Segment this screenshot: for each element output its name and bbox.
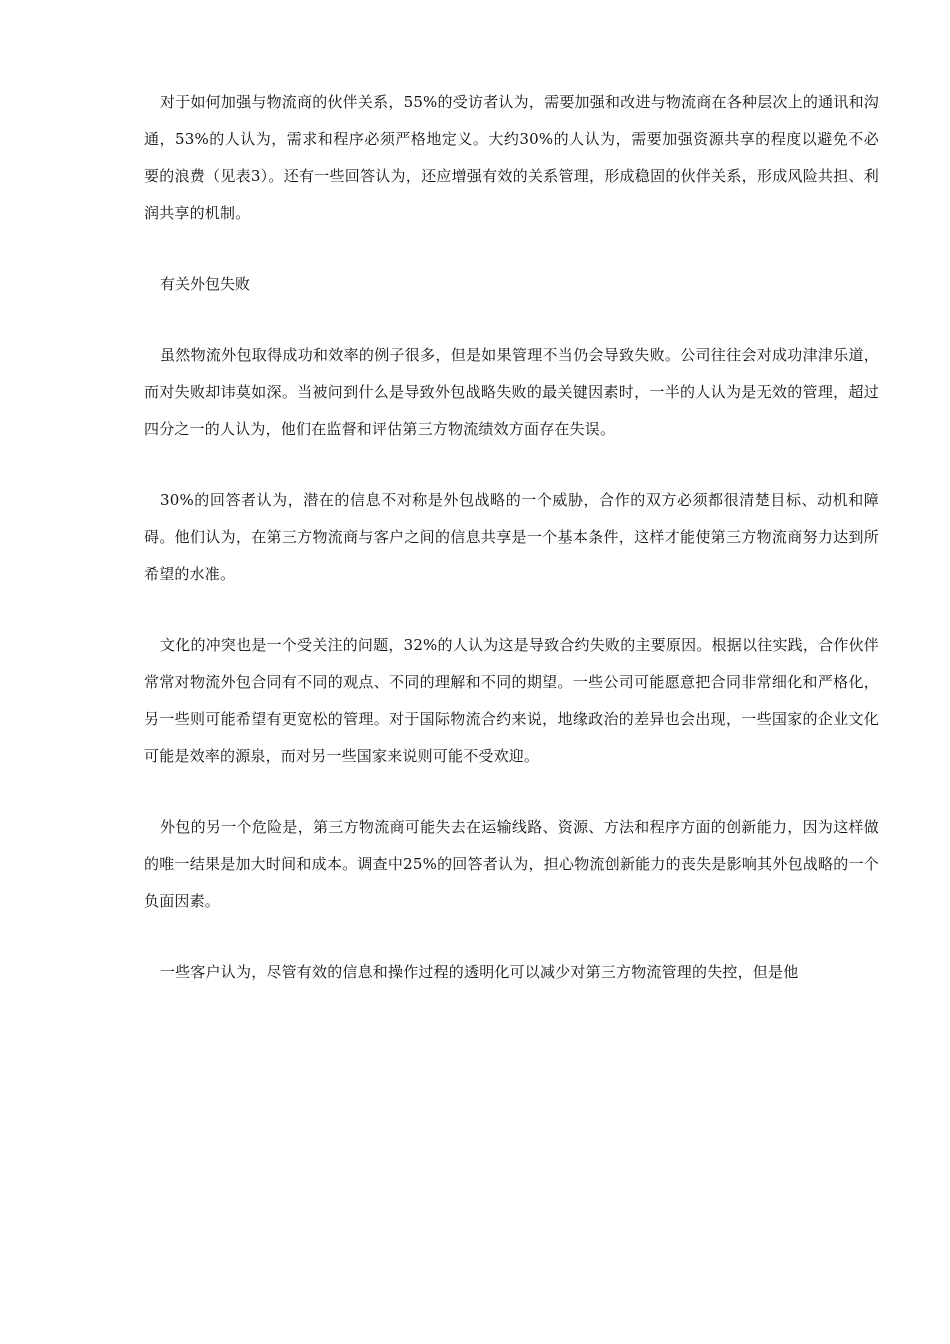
section-heading-outsourcing-failure: 有关外包失败 bbox=[160, 275, 251, 293]
paragraph-transparency: 一些客户认为，尽管有效的信息和操作过程的透明化可以减少对第三方物流管理的失控，但是他 bbox=[160, 963, 799, 981]
paragraph-culture-conflict: 文化的冲突也是一个受关注的问题，32%的人认为这是导致合约失败的主要原因。根据以往实践，合作伙伴常常对物流外包合同有不同的观点、不同的理解和不同的期望。一些公司可能愿意把合同非常细化和严格化，另一些则可能希望有更宽松的管理。对于国际物流合约来说，地缘政治的差异也会出现，一些国家的企业文化可能是效率的源泉，而对另一些国家来说则可能不受欢迎。 bbox=[144, 636, 879, 765]
document-body bbox=[144, 84, 879, 1025]
paragraph-information-asymmetry: 30%的回答者认为，潜在的信息不对称是外包战略的一个威胁，合作的双方必须都很清楚目标、动机和障碍。他们认为，在第三方物流商与客户之间的信息共享是一个基本条件，这样才能使第三方物流商努力达到所希望的水准。 bbox=[144, 491, 879, 583]
paragraph-partnership: 对于如何加强与物流商的伙伴关系，55%的受访者认为，需要加强和改进与物流商在各种层次上的通讯和沟通，53%的人认为，需求和程序必须严格地定义。大约30%的人认为，需要加强资源共享的程度以避免不必要的浪费（见表3）。还有一些回答认为，还应增强有效的关系管理，形成稳固的伙伴关系，形成风险共担、利润共享的机制。 bbox=[144, 93, 879, 222]
paragraph-failure-causes: 虽然物流外包取得成功和效率的例子很多，但是如果管理不当仍会导致失败。公司往往会对成功津津乐道，而对失败却讳莫如深。当被问到什么是导致外包战略失败的最关键因素时，一半的人认为是无效的管理，超过四分之一的人认为，他们在监督和评估第三方物流绩效方面存在失误。 bbox=[144, 346, 879, 438]
paragraph-innovation-risk: 外包的另一个危险是，第三方物流商可能失去在运输线路、资源、方法和程序方面的创新能力，因为这样做的唯一结果是加大时间和成本。调查中25%的回答者认为，担心物流创新能力的丧失是影响其外包战略的一个负面因素。 bbox=[144, 818, 879, 910]
